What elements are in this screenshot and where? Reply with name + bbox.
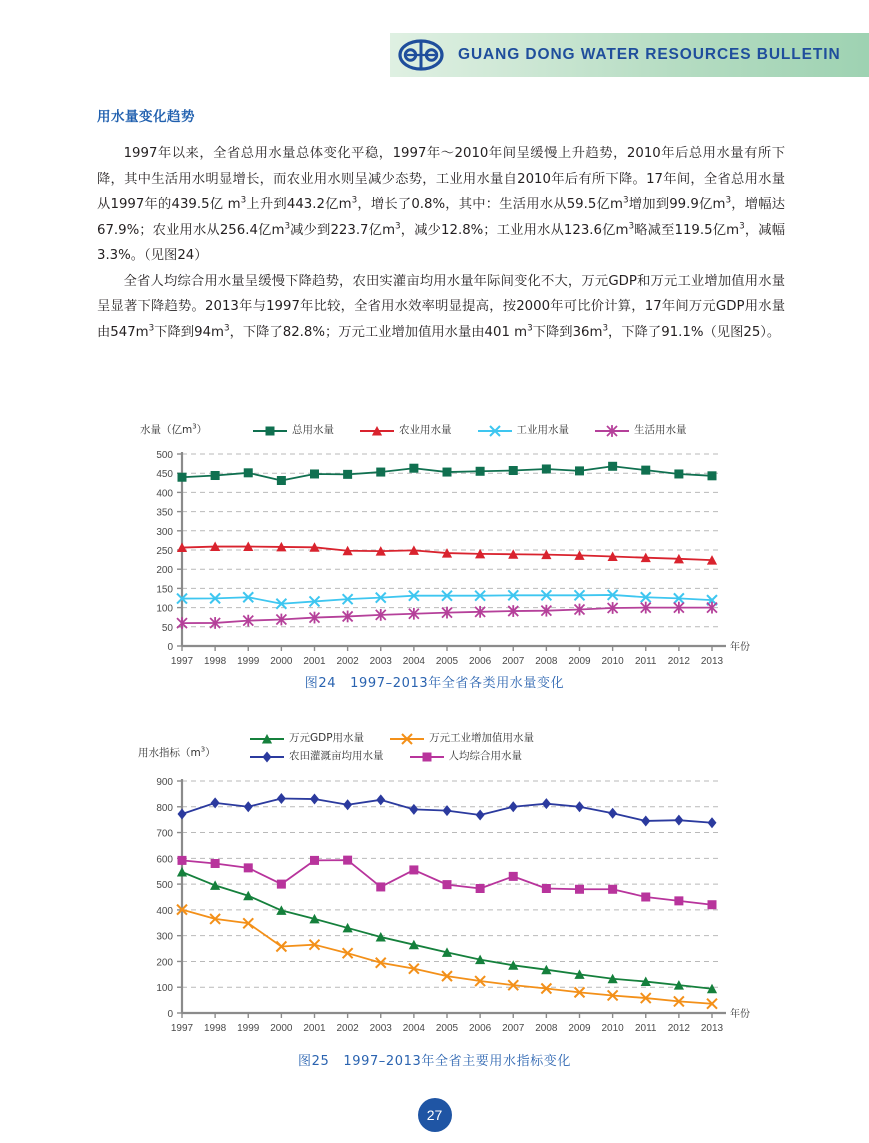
svg-text:2005: 2005 xyxy=(435,1023,459,1034)
svg-text:2012: 2012 xyxy=(667,656,690,667)
svg-text:2011: 2011 xyxy=(634,656,657,667)
svg-text:50: 50 xyxy=(161,622,173,634)
svg-text:1997: 1997 xyxy=(170,656,194,667)
svg-text:2007: 2007 xyxy=(502,1023,525,1034)
svg-text:2010: 2010 xyxy=(601,656,624,667)
legend-item xyxy=(250,730,364,745)
svg-text:250: 250 xyxy=(156,546,173,557)
svg-text:2000: 2000 xyxy=(270,1023,293,1034)
svg-text:2008: 2008 xyxy=(535,656,558,667)
svg-text:年份: 年份 xyxy=(730,1009,750,1020)
svg-text:2009: 2009 xyxy=(568,656,591,667)
chart-25-plot xyxy=(140,773,760,1043)
legend-marker-star-icon xyxy=(595,424,629,438)
svg-text:500: 500 xyxy=(156,450,173,461)
legend-item xyxy=(595,422,687,437)
figure-25-caption-text: 1997–2013年全省主要用水指标变化 xyxy=(343,1054,571,1069)
legend-item xyxy=(410,748,523,763)
svg-text:2003: 2003 xyxy=(369,656,392,667)
svg-text:2001: 2001 xyxy=(303,656,326,667)
paragraph-1: 1997年以来，全省总用水量总体变化平稳，1997年～2010年间呈缓慢上升趋势，2010年后总用水量有所下降，其中生活用水明显增长，而农业用水则呈减少态势，工业用水量自2010年后有所下降。17年间，全省总用水量从1997年的439.5亿 $m^3$上升到443.2亿$m^3$，增长了0.8%，其中：生活用水从59.5亿$m^3$增加到99.9亿$m^3$，增幅达67.9%；农业用水从256.4亿$m^3$减少到223.7亿$m^3$，减少12.8%；工业用水从123.6亿$m^3$略减至119.5亿$m^3$，减幅3.3%。（见图24） xyxy=(97,146,786,263)
svg-text:2011: 2011 xyxy=(634,1023,657,1034)
paragraph-2: 全省人均综合用水量呈缓慢下降趋势，农田实灌亩均用水量年际间变化不大，万元GDP和万元工业增加值用水量呈显著下降趋势。2013年与1997年比较，全省用水效率明显提高，按2000年可比价计算，17年间万元GDP用水量由$547m^3$下降到$94m^3$，下降了82.8%；万元工业增加值用水量由401 $m^3$下降到$36m^3$，下降了91.1%（见图25）。 xyxy=(97,273,785,340)
legend-label: 农田灌溉亩均用水量 xyxy=(289,750,384,762)
svg-text:100: 100 xyxy=(156,603,173,615)
legend-marker-diamond-icon xyxy=(250,750,284,764)
svg-text:400: 400 xyxy=(156,905,173,917)
svg-text:2010: 2010 xyxy=(601,1023,624,1034)
legend-swatch xyxy=(595,424,629,436)
svg-text:0: 0 xyxy=(167,642,173,653)
chart-25-legend-row-1 xyxy=(250,730,534,745)
legend-swatch xyxy=(478,424,512,436)
svg-text:700: 700 xyxy=(156,828,173,840)
svg-text:1999: 1999 xyxy=(237,1023,260,1034)
legend-swatch xyxy=(360,424,394,436)
legend-label: 生活用水量 xyxy=(634,424,687,436)
svg-text:1998: 1998 xyxy=(204,1023,227,1034)
legend-marker-cross-icon xyxy=(478,424,512,438)
svg-text:2004: 2004 xyxy=(402,1023,425,1034)
legend-marker-cross-icon xyxy=(390,732,424,746)
chart-24-legend xyxy=(253,422,687,437)
svg-text:1998: 1998 xyxy=(204,656,227,667)
svg-text:200: 200 xyxy=(156,957,173,969)
svg-text:300: 300 xyxy=(156,526,173,538)
svg-text:600: 600 xyxy=(156,854,173,866)
legend-swatch xyxy=(390,732,424,744)
svg-text:2006: 2006 xyxy=(469,1023,492,1034)
svg-text:200: 200 xyxy=(156,565,173,577)
svg-text:450: 450 xyxy=(156,469,173,481)
legend-swatch xyxy=(250,750,284,762)
chart-24-plot xyxy=(140,446,760,676)
svg-text:0: 0 xyxy=(167,1009,173,1020)
svg-text:2006: 2006 xyxy=(469,656,492,667)
chart-24-ylabel: 水量（亿$m^3$） xyxy=(140,422,208,436)
legend-swatch xyxy=(253,424,287,436)
svg-text:2013: 2013 xyxy=(700,1023,724,1034)
svg-text:2003: 2003 xyxy=(369,1023,392,1034)
legend-swatch xyxy=(250,732,284,744)
legend-swatch xyxy=(410,750,444,762)
figure-24-caption-number: 图24 xyxy=(304,676,337,691)
svg-text:800: 800 xyxy=(156,802,173,814)
legend-item xyxy=(253,422,334,437)
svg-text:900: 900 xyxy=(156,777,173,788)
chart-25-ylabel: 用水指标$(m^3)$ xyxy=(138,745,216,759)
legend-item xyxy=(360,422,452,437)
figure-24-caption-text: 1997–2013年全省各类用水量变化 xyxy=(350,676,565,691)
page-header-banner xyxy=(390,33,869,77)
svg-text:2013: 2013 xyxy=(700,656,724,667)
legend-label: 总用水量 xyxy=(292,424,334,436)
legend-label: 农业用水量 xyxy=(399,424,452,436)
svg-text:2000: 2000 xyxy=(270,656,293,667)
page-number-badge: 27 xyxy=(418,1098,452,1132)
legend-item xyxy=(250,748,384,763)
header-title: GUANG DONG WATER RESOURCES BULLETIN xyxy=(458,46,841,63)
svg-text:年份: 年份 xyxy=(730,642,750,653)
chart-25-legend-row-2 xyxy=(250,748,522,763)
svg-text:2001: 2001 xyxy=(303,1023,326,1034)
svg-text:1997: 1997 xyxy=(170,1023,194,1034)
svg-text:300: 300 xyxy=(156,931,173,943)
svg-text:2002: 2002 xyxy=(336,656,359,667)
figure-25-caption xyxy=(0,1050,869,1069)
svg-text:2002: 2002 xyxy=(336,1023,359,1034)
svg-text:500: 500 xyxy=(156,880,173,892)
legend-marker-triangle-icon xyxy=(250,732,284,746)
svg-text:2007: 2007 xyxy=(502,656,525,667)
legend-marker-square-icon xyxy=(410,750,444,764)
svg-text:2009: 2009 xyxy=(568,1023,591,1034)
svg-text:100: 100 xyxy=(156,983,173,995)
legend-label: 万元工业增加值用水量 xyxy=(429,732,535,744)
legend-item xyxy=(390,730,534,745)
legend-marker-triangle-icon xyxy=(360,424,394,438)
legend-item xyxy=(478,422,570,437)
svg-text:400: 400 xyxy=(156,488,173,500)
legend-marker-square-icon xyxy=(253,424,287,438)
page-title: 用水量变化趋势 xyxy=(97,109,195,125)
svg-text:1999: 1999 xyxy=(237,656,260,667)
svg-text:2012: 2012 xyxy=(667,1023,690,1034)
guangdong-water-resources-logo xyxy=(398,39,444,71)
svg-text:2008: 2008 xyxy=(535,1023,558,1034)
svg-text:350: 350 xyxy=(156,507,173,519)
figure-25-caption-number: 图25 xyxy=(297,1054,330,1069)
svg-text:150: 150 xyxy=(156,584,173,596)
article-content xyxy=(97,105,785,345)
svg-text:2005: 2005 xyxy=(435,656,459,667)
legend-label: 工业用水量 xyxy=(516,424,569,436)
figure-24-caption xyxy=(0,672,869,691)
legend-label: 万元GDP用水量 xyxy=(289,732,365,744)
svg-text:2004: 2004 xyxy=(402,656,425,667)
legend-label: 人均综合用水量 xyxy=(448,750,522,762)
